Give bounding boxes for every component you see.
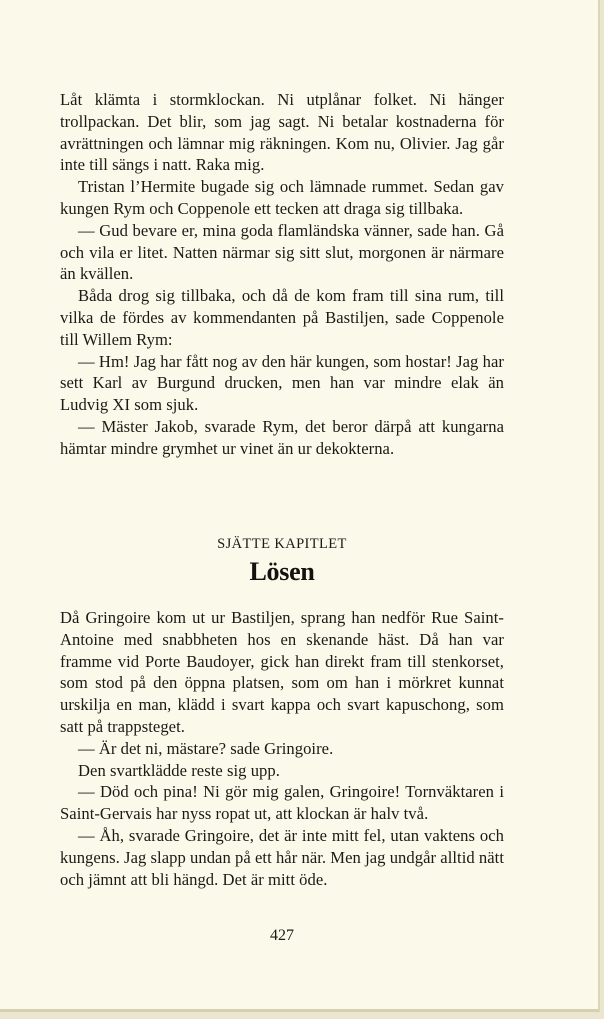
paragraph: Då Gringoire kom ut ur Bastiljen, sprang han nedför Rue Saint-Antoine med snabbheten hos en skenande häst. Då han var framme vid Porte Baudoyer, gick han direkt fram till stenkorset, som stod på den öppna platsen, som om han i mörkret kunnat urskilja en man, klädd i svart kappa och svart kapuschong, som satt på trappsteget. [60,608,504,736]
paragraph: Båda drog sig tillbaka, och då de kom fram till sina rum, till vilka de fördes av kommendanten på Bastiljen, sade Coppenole till Willem Rym: [60,286,504,349]
text-block-bottom [60,607,504,890]
text-block-top [60,89,504,460]
paragraph: — Åh, svarade Gringoire, det är inte mitt fel, utan vaktens och kungens. Jag slapp undan på ett hår när. Men jag undgår alltid nätt och jämnt att bli hängd. Det är mitt öde. [60,825,504,889]
paragraph: — Hm! Jag har fått nog av den här kungen, som hostar! Jag har sett Karl av Burgund drucken, men han var mindre elak än Ludvig XI som sjuk. [60,351,504,415]
paragraph: — Död och pina! Ni gör mig galen, Gringoire! Tornväktaren i Saint-Gervais har nyss ropat ut, att klockan är halv två. [60,782,504,824]
page-number: 427 [270,927,294,944]
chapter-label: SJÄTTE KAPITLET [217,536,347,552]
chapter-title: Lösen [249,557,315,586]
paragraph: — Gud bevare er, mina goda flamländska vänner, sade han. Gå och vila er litet. Natten närmar sig sitt slut, morgonen är närmare än kvällen. [60,220,504,284]
paragraph: — Mäster Jakob, svarade Rym, det beror därpå att kungarna hämtar mindre grymhet ur vinet än ur dekokterna. [60,416,504,458]
paragraph: — Är det ni, mästare? sade Gringoire. [78,738,334,758]
paragraph: Låt klämta i stormklockan. Ni utplånar folket. Ni hänger trollpackan. Det blir, som jag sagt. Ni betalar kostnaderna för avrättningen och lämnar mig räkningen. Kom nu, Olivier. Jag går inte till sängs i natt. Raka mig. [60,90,504,175]
paragraph: Tristan l’Hermite bugade sig och lämnade rummet. Sedan gav kungen Rym och Coppenole ett tecken att draga sig tillbaka. [60,177,504,218]
paragraph: Den svartklädde reste sig upp. [78,760,280,780]
